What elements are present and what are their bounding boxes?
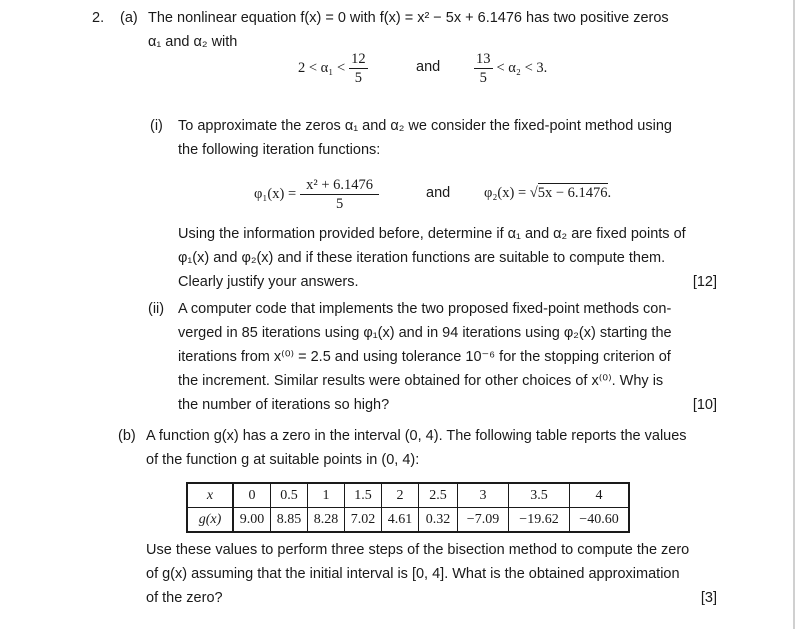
part-i-q3: Clearly justify your answers.	[178, 274, 359, 290]
x-header: x	[187, 483, 233, 508]
bound2-fraction	[474, 50, 493, 87]
g-cell: 4.61	[382, 508, 419, 533]
part-ii-line1: A computer code that implements the two proposed fixed-point methods con-	[178, 301, 672, 317]
part-ii-line3: iterations from x⁽⁰⁾ = 2.5 and using tolerance 10⁻⁶ for the stopping criterion of	[178, 349, 671, 365]
part-b-label: (b)	[118, 428, 136, 444]
part-i-label: (i)	[150, 118, 163, 134]
part-i-marks: [12]	[692, 274, 717, 290]
part-ii-line5: the number of iterations so high?	[178, 397, 390, 413]
phi2-end: .	[607, 185, 612, 201]
phi1-den: 5	[335, 195, 344, 212]
bound2-den: 5	[479, 69, 487, 86]
g-cell: 8.28	[308, 508, 345, 533]
bounds-and: and	[416, 59, 441, 75]
phi1-num: x² + 6.1476	[300, 176, 379, 195]
x-cell: 0.5	[271, 483, 308, 508]
phi1-definition	[254, 172, 379, 216]
bounds-rhs: < α₂ < 3.	[496, 59, 548, 76]
x-cell: 2.5	[419, 483, 458, 508]
part-a-line2: α₁ and α₂ with	[148, 34, 238, 50]
part-ii-line4: the increment. Similar results were obtained for other choices of x⁽⁰⁾. Why is	[178, 373, 664, 389]
g-cell: 0.32	[419, 508, 458, 533]
phi2-definition	[484, 185, 611, 202]
bounds-row-2	[474, 46, 547, 90]
table-row-x	[187, 483, 629, 508]
x-cell: 4	[570, 483, 630, 508]
bound2-num: 13	[476, 50, 491, 67]
phi2-lhs: φ₂(x) = √	[484, 185, 538, 201]
part-ii-line2: verged in 85 iterations using φ₁(x) and in 94 iterations using φ₂(x) starting the	[178, 325, 672, 341]
bound1-fraction	[349, 50, 368, 87]
x-cell: 2	[382, 483, 419, 508]
x-cell: 3	[458, 483, 509, 508]
part-i-line1: To approximate the zeros α₁ and α₂ we consider the fixed-point method using	[178, 118, 672, 134]
part-b-marks: [3]	[700, 590, 717, 606]
part-i-line2: the following iteration functions:	[178, 142, 381, 158]
question-number: 2.	[92, 10, 105, 26]
part-b-line1: A function g(x) has a zero in the interval (0, 4). The following table reports the values	[146, 428, 687, 444]
part-b-after1: Use these values to perform three steps of the bisection method to compute the zero	[146, 542, 690, 558]
bounds-lhs: 2 < α₁ <	[298, 59, 346, 76]
x-cell: 0	[233, 483, 271, 508]
part-ii-marks: [10]	[692, 397, 717, 413]
phi1-fraction	[300, 176, 379, 213]
part-b-after3: of the zero?	[146, 590, 223, 606]
bound1-num: 12	[351, 50, 366, 67]
part-i-q1: Using the information provided before, determine if α₁ and α₂ are fixed points of	[178, 226, 686, 242]
part-i-q2: φ₁(x) and φ₂(x) and if these iteration functions are suitable to compute them.	[178, 250, 666, 266]
part-b-line2: of the function g at suitable points in (0, 4):	[146, 452, 420, 468]
g-cell: 7.02	[345, 508, 382, 533]
phi1-lhs: φ₁(x) =	[254, 185, 297, 202]
g-header: g(x)	[187, 508, 233, 533]
part-ii-label: (ii)	[148, 301, 165, 317]
g-cell: −19.62	[509, 508, 570, 533]
table-row-g	[187, 508, 629, 533]
part-a-line1: The nonlinear equation f(x) = 0 with f(x) = x² − 5x + 6.1476 has two positive zeros	[148, 10, 669, 26]
x-cell: 1	[308, 483, 345, 508]
g-cell: −40.60	[570, 508, 630, 533]
x-cell: 1.5	[345, 483, 382, 508]
values-table	[186, 482, 630, 533]
g-cell: 9.00	[233, 508, 271, 533]
g-cell: 8.85	[271, 508, 308, 533]
g-cell: −7.09	[458, 508, 509, 533]
x-cell: 3.5	[509, 483, 570, 508]
phi2-radicand: 5x − 6.1476	[537, 185, 608, 201]
part-a-label: (a)	[120, 10, 138, 26]
part-b-after2: of g(x) assuming that the initial interval is [0, 4]. What is the obtained approximation	[146, 566, 680, 582]
phi-and: and	[426, 185, 451, 201]
bounds-row	[298, 46, 368, 90]
bound1-den: 5	[354, 69, 363, 86]
